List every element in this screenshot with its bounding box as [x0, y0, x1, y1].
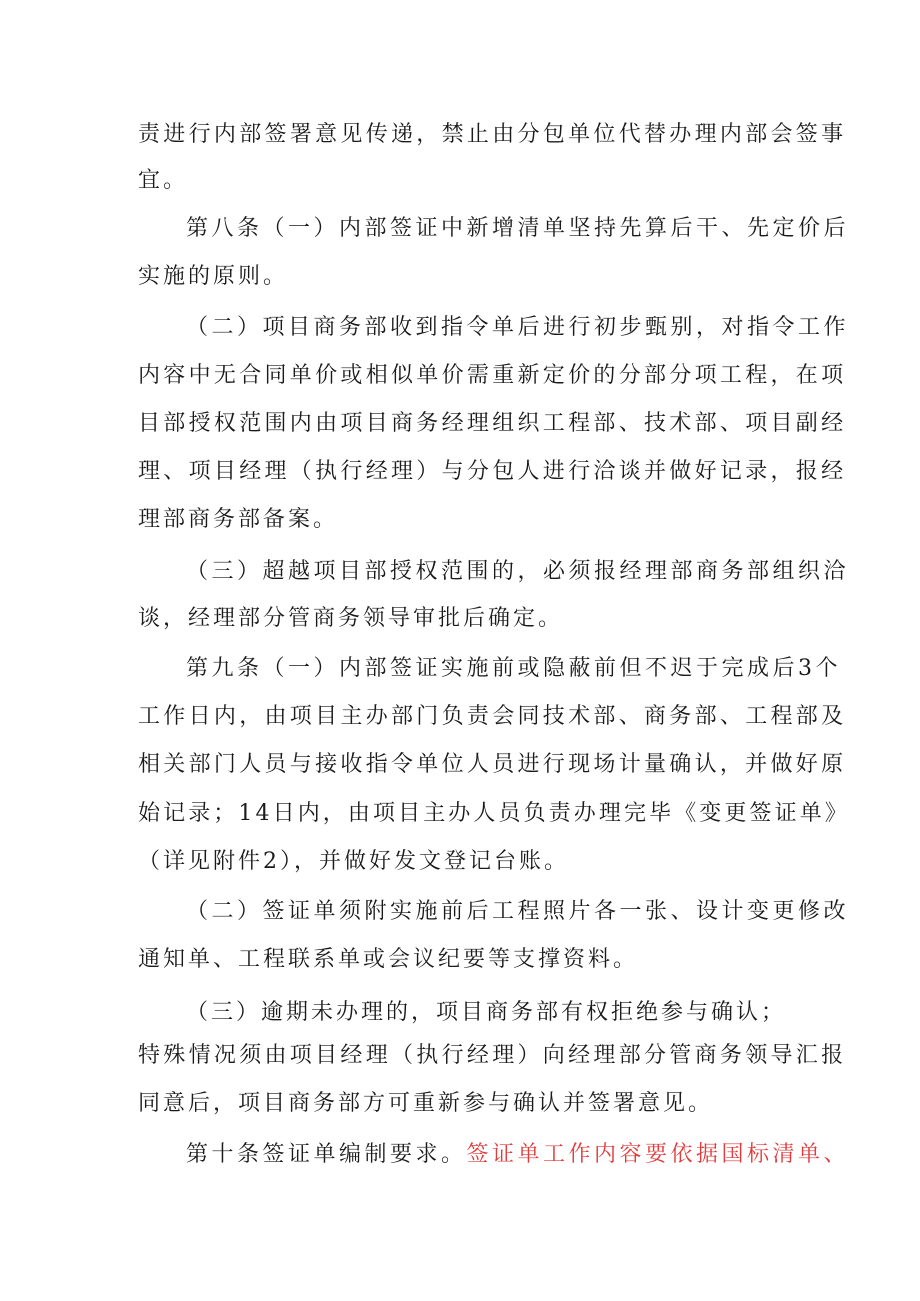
- text-normal: 第十条签证单编制要求。: [186, 1142, 467, 1167]
- text-line: 特殊情况须由项目经理（执行经理）向经理部分管商务领导汇报: [138, 1043, 847, 1068]
- text-line: 第九条（一）内部签证实施前或隐蔽前但不迟于完成后3个: [186, 656, 841, 681]
- text-line: 同意后，项目商务部方可重新参与确认并签署意见。: [138, 1091, 714, 1116]
- text-line: （二）项目商务部收到指令单后进行初步甄别，对指令工作: [186, 315, 850, 340]
- text-line: 责进行内部签署意见传递，禁止由分包单位代替办理内部会签事: [138, 122, 847, 147]
- text-line: 内容中无合同单价或相似单价需重新定价的分部分项工程，在项: [138, 363, 847, 388]
- text-line: 通知单、工程联系单或会议纪要等支撑资料。: [138, 947, 639, 972]
- text-line: 谈，经理部分管商务领导审批后确定。: [138, 606, 564, 631]
- text-line: （二）签证单须附实施前后工程照片各一张、设计变更修改: [186, 899, 850, 924]
- text-line: （详见附件2），并做好发文登记台账。: [138, 849, 569, 874]
- text-line: 目部授权范围内由项目商务经理组织工程部、技术部、项目副经: [138, 411, 847, 436]
- text-line: 第八条（一）内部签证中新增清单坚持先算后干、先定价后: [186, 216, 850, 241]
- text-line: （三）逾期未办理的，项目商务部有权拒绝参与确认；: [186, 1000, 787, 1025]
- text-line: 理部商务部备案。: [138, 507, 339, 532]
- text-line: 相关部门人员与接收指令单位人员进行现场计量确认，并做好原: [138, 752, 847, 777]
- text-line-last: [186, 1132, 849, 1178]
- text-line: 实施的原则。: [138, 264, 289, 289]
- text-line: 始记录；14日内，由项目主办人员负责办理完毕《变更签证单》: [138, 801, 850, 826]
- text-line: 宜。: [138, 168, 189, 193]
- text-line: 工作日内，由项目主办部门负责会同技术部、商务部、工程部及: [138, 704, 847, 729]
- text-highlighted: 签证单工作内容要依据国标清单、: [466, 1142, 850, 1167]
- text-line: 理、项目经理（执行经理）与分包人进行洽谈并做好记录，报经: [138, 459, 847, 484]
- text-line: （三）超越项目部授权范围的，必须报经理部商务部组织洽: [186, 559, 850, 584]
